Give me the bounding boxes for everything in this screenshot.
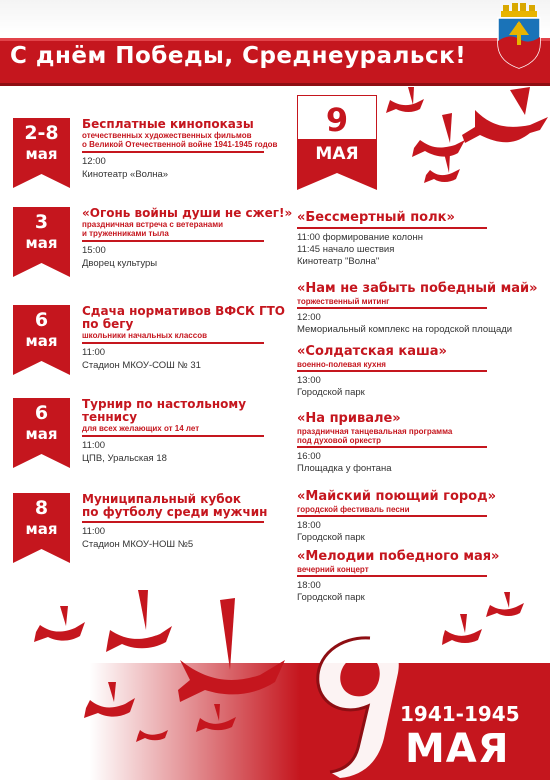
date-month: мая	[25, 145, 58, 163]
page-title: С днём Победы, Среднеуральск!	[10, 43, 467, 69]
event-detail: Мемориальный комплекс на городской площади	[297, 324, 513, 335]
victory-day-month: МАЯ	[315, 144, 359, 164]
date-month: мая	[25, 234, 58, 252]
cranes-bottom-graphic	[30, 590, 300, 760]
date-tag	[13, 398, 70, 468]
event-title: по бегу	[82, 317, 134, 331]
event-title: «Бессмертный полк»	[297, 210, 455, 225]
event-subtitle: праздничная танцевальная программа	[297, 427, 453, 436]
date-day: 3	[34, 211, 49, 233]
event-title: Сдача нормативов ВФСК ГТО	[82, 304, 285, 318]
date-tag	[13, 118, 70, 188]
event-time: 11:00	[82, 440, 106, 451]
crest-icon	[493, 3, 545, 69]
event-detail: 13:00	[297, 375, 321, 386]
cranes-right-graphic	[440, 590, 530, 650]
event-subtitle: торжественный митинг	[297, 297, 390, 306]
event-title: Турнир по настольному	[82, 397, 247, 411]
event-detail: Городской парк	[297, 387, 365, 398]
event-subtitle: под духовой оркестр	[297, 436, 381, 445]
event-subtitle: городской фестиваль песни	[297, 505, 410, 514]
date-month: мая	[25, 425, 58, 443]
date-tag	[13, 493, 70, 563]
big-nine-graphic	[300, 628, 410, 778]
event-detail: Городской парк	[297, 532, 365, 543]
event-detail: 11:00 формирование колонн	[297, 232, 423, 243]
date-day: 2-8	[24, 122, 59, 144]
event-place: Стадион МКОУ-СОШ № 31	[82, 360, 201, 371]
event-detail: 16:00	[297, 451, 321, 462]
event-detail: 11:45 начало шествия	[297, 244, 395, 255]
event-place: ЦПВ, Уральская 18	[82, 453, 167, 464]
event-subtitle: школьники начальных классов	[82, 331, 207, 340]
victory-day-number: 9	[325, 101, 349, 139]
event-place: Кинотеатр «Волна»	[82, 169, 169, 180]
event-divider	[297, 575, 487, 577]
event-divider	[297, 370, 487, 372]
date-tag	[13, 305, 70, 375]
footer-month: МАЯ	[405, 726, 510, 772]
event-detail: 18:00	[297, 580, 321, 591]
event-divider	[82, 151, 264, 153]
event-time: 12:00	[82, 156, 106, 167]
event-place: Дворец культуры	[82, 258, 158, 269]
years-label: 1941-1945	[400, 702, 520, 726]
date-tag	[13, 207, 70, 277]
event-detail: 12:00	[297, 312, 321, 323]
event-detail: Городской парк	[297, 592, 365, 603]
event-subtitle: для всех желающих от 14 лет	[82, 424, 200, 433]
event-subtitle: военно-полевая кухня	[297, 360, 386, 369]
event-divider	[82, 435, 264, 437]
event-divider	[82, 240, 264, 242]
event-divider	[297, 307, 487, 309]
event-title: «Мелодии победного мая»	[297, 549, 500, 564]
event-subtitle: и труженниками тыла	[82, 229, 169, 238]
event-divider	[82, 521, 264, 523]
event-detail: Площадка у фонтана	[297, 463, 392, 474]
event-time: 11:00	[82, 526, 106, 537]
event-time: 15:00	[82, 245, 106, 256]
event-divider	[297, 515, 487, 517]
event-time: 11:00	[82, 347, 106, 358]
event-divider	[82, 342, 264, 344]
event-detail: Кинотеатр "Волна"	[297, 256, 380, 267]
date-day: 6	[34, 402, 49, 424]
event-place: Стадион МКОУ-НОШ №5	[82, 539, 194, 550]
date-month: мая	[25, 520, 58, 538]
victory-day-tag	[297, 95, 377, 190]
event-subtitle: о Великой Отечественной войне 1941-1945 годов	[82, 140, 278, 149]
event-title: по футболу среди мужчин	[82, 505, 268, 519]
event-title: «На привале»	[297, 411, 401, 426]
date-day: 6	[34, 309, 49, 331]
event-title: Бесплатные кинопоказы	[82, 117, 254, 131]
event-divider	[297, 227, 487, 229]
date-day: 8	[34, 497, 49, 519]
event-title: Муниципальный кубок	[82, 492, 241, 506]
event-title: «Огонь войны души не сжег!»	[82, 206, 293, 220]
event-title: «Солдатская каша»	[297, 344, 447, 359]
event-divider	[297, 446, 487, 448]
event-subtitle: отечественных художественных фильмов	[82, 131, 252, 140]
event-title: теннису	[82, 410, 138, 424]
event-title: «Нам не забыть победный май»	[297, 281, 538, 296]
event-subtitle: праздничная встреча с ветеранами	[82, 220, 224, 229]
date-month: мая	[25, 332, 58, 350]
event-title: «Майский поющий город»	[297, 489, 497, 504]
cranes-top-graphic	[380, 85, 550, 195]
event-subtitle: вечерний концерт	[297, 565, 369, 574]
event-detail: 18:00	[297, 520, 321, 531]
